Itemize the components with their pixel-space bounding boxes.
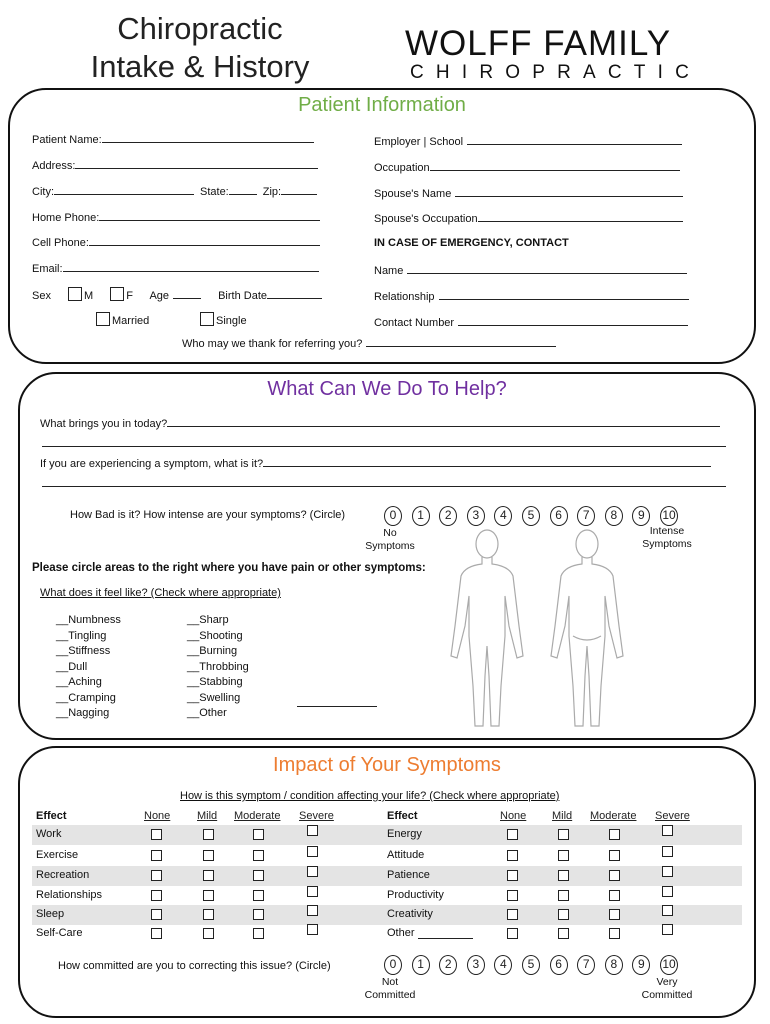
severe-header-right: Severe: [655, 810, 690, 822]
severe-header-left: Severe: [299, 810, 334, 822]
cell-phone-field[interactable]: [32, 235, 320, 249]
sleep-moderate-checkbox[interactable]: [253, 909, 264, 920]
work-mild-checkbox[interactable]: [203, 829, 214, 840]
no-symptoms-label-2: Symptoms: [365, 540, 415, 552]
commitment-option-3[interactable]: 3: [467, 955, 485, 975]
recreation-severe-checkbox[interactable]: [307, 866, 318, 877]
impact-row-label-sleep: Sleep: [36, 908, 65, 920]
mild-header-left: Mild: [197, 810, 218, 822]
feel-option-dull[interactable]: __Dull: [56, 660, 88, 673]
single-option[interactable]: [200, 312, 247, 327]
body-diagram[interactable]: [445, 526, 635, 734]
impact-row-label-relationships: Relationships: [36, 889, 103, 901]
energy-severe-checkbox[interactable]: [662, 825, 673, 836]
email-field[interactable]: [32, 261, 319, 275]
other-severe-checkbox[interactable]: [662, 924, 673, 935]
productivity-mild-checkbox[interactable]: [558, 890, 569, 901]
feel-option-other[interactable]: __Other: [187, 707, 227, 719]
married-checkbox[interactable]: [96, 312, 110, 326]
intensity-option-9[interactable]: 9: [632, 506, 650, 526]
impact-row-label-energy: Energy: [387, 828, 422, 840]
birth-date-input[interactable]: [267, 288, 322, 299]
spouse-occupation-label: Spouse's Occupation: [374, 213, 478, 225]
creativity-none-checkbox[interactable]: [507, 909, 518, 920]
intensity-option-6[interactable]: 6: [550, 506, 568, 526]
committed-label: How committed are you to correcting this issue? (Circle): [58, 960, 331, 972]
address-field[interactable]: [32, 158, 318, 172]
other-mild-checkbox[interactable]: [558, 928, 569, 939]
symptom-field[interactable]: [40, 456, 711, 470]
form-title-line1: Chiropractic: [117, 11, 283, 46]
emergency-name-field[interactable]: [374, 263, 687, 277]
relationships-none-checkbox[interactable]: [151, 890, 162, 901]
symptom-label: If you are experiencing a symptom, what is it?: [40, 458, 264, 470]
city-field[interactable]: [32, 184, 317, 198]
impact-row-label-productivity: Productivity: [387, 889, 444, 901]
intensity-option-8[interactable]: 8: [605, 506, 623, 526]
patience-none-checkbox[interactable]: [507, 870, 518, 881]
relationships-moderate-checkbox[interactable]: [253, 890, 264, 901]
exercise-mild-checkbox[interactable]: [203, 850, 214, 861]
occupation-label: Occupation: [374, 162, 430, 174]
productivity-severe-checkbox[interactable]: [662, 886, 673, 897]
how-bad-label: How Bad is it? How intense are your symptoms? (Circle): [70, 509, 346, 521]
very-committed-label-1: Very: [656, 976, 678, 988]
intensity-option-1[interactable]: 1: [412, 506, 430, 526]
feel-option-cramping[interactable]: __Cramping: [56, 691, 116, 704]
feel-option-stabbing[interactable]: __Stabbing: [187, 676, 243, 688]
state-label: State:: [200, 186, 229, 198]
home-phone-label: Home Phone:: [32, 212, 100, 224]
logo-main: WOLFF FAMILY: [405, 24, 672, 63]
intensity-option-10[interactable]: 10: [660, 506, 678, 526]
intensity-option-0[interactable]: 0: [384, 506, 402, 526]
relationship-field[interactable]: [374, 289, 689, 303]
attitude-moderate-checkbox[interactable]: [609, 850, 620, 861]
other-feel-line[interactable]: [297, 706, 377, 707]
attitude-mild-checkbox[interactable]: [558, 850, 569, 861]
body-front-icon: [451, 530, 523, 726]
commitment-option-6[interactable]: 6: [550, 955, 568, 975]
other-effect-line[interactable]: [418, 938, 473, 939]
impact-row-label-attitude: Attitude: [387, 849, 425, 861]
intensity-option-2[interactable]: 2: [439, 506, 457, 526]
married-label: Married: [112, 315, 150, 327]
commitment-option-4[interactable]: 4: [494, 955, 512, 975]
other-moderate-checkbox[interactable]: [609, 928, 620, 939]
employer-field[interactable]: [374, 134, 682, 148]
not-committed-label: [355, 976, 425, 1002]
intensity-option-5[interactable]: 5: [522, 506, 540, 526]
effect-header-right: Effect: [387, 810, 418, 822]
feel-option-aching[interactable]: __Aching: [56, 676, 102, 688]
feel-option-numbness[interactable]: __Numbness: [56, 614, 121, 626]
referral-field[interactable]: [182, 336, 556, 350]
intensity-option-3[interactable]: 3: [467, 506, 485, 526]
circle-areas-instruction: Please circle areas to the right where you have pain or other symptoms:: [32, 562, 426, 574]
feel-option-swelling[interactable]: __Swelling: [187, 691, 241, 704]
impact-row-label-exercise: Exercise: [36, 849, 79, 861]
exercise-severe-checkbox[interactable]: [307, 846, 318, 857]
none-header-right: None: [500, 810, 527, 822]
sex-m-label: M: [84, 290, 94, 302]
recreation-moderate-checkbox[interactable]: [253, 870, 264, 881]
referral-label: Who may we thank for referring you?: [182, 338, 363, 350]
energy-mild-checkbox[interactable]: [558, 829, 569, 840]
commitment-option-1[interactable]: 1: [412, 955, 430, 975]
brings-you-in-label: What brings you in today?: [40, 418, 168, 430]
work-severe-checkbox[interactable]: [307, 825, 318, 836]
impact-question: How is this symptom / condition affecting your life? (Check where appropriate): [180, 790, 560, 802]
form-title-line2: Intake & History: [90, 49, 310, 84]
contact-number-field[interactable]: [374, 315, 688, 329]
impact-row-label-creativity: Creativity: [387, 908, 433, 920]
intensity-option-4[interactable]: 4: [494, 506, 512, 526]
help-title: What Can We Do To Help?: [267, 378, 507, 400]
form-title: [58, 10, 342, 86]
employer-label: Employer | School: [374, 136, 464, 148]
commitment-option-10[interactable]: 10: [660, 955, 678, 975]
impact-row-label-work: Work: [36, 828, 62, 840]
patience-severe-checkbox[interactable]: [662, 866, 673, 877]
relationship-label: Relationship: [374, 291, 435, 303]
impact-row-label-other: Other: [387, 927, 415, 939]
commitment-option-0[interactable]: 0: [384, 955, 402, 975]
contact-number-label: Contact Number: [374, 317, 455, 329]
logo-sub: CHIROPRACTIC: [410, 62, 702, 83]
patient-name-field[interactable]: [32, 132, 314, 146]
sex-f-checkbox[interactable]: [110, 287, 124, 301]
mild-header-right: Mild: [552, 810, 573, 822]
age-input[interactable]: [173, 288, 201, 299]
moderate-header-left: Moderate: [234, 810, 281, 822]
commitment-option-8[interactable]: 8: [605, 955, 623, 975]
feel-like-heading: What does it feel like? (Check where appropriate): [40, 587, 281, 599]
zip-label: Zip:: [262, 186, 282, 198]
email-label: Email:: [32, 263, 63, 275]
patience-moderate-checkbox[interactable]: [609, 870, 620, 881]
cell-phone-label: Cell Phone:: [32, 237, 89, 249]
attitude-none-checkbox[interactable]: [507, 850, 518, 861]
brings-you-in-line[interactable]: [42, 446, 726, 447]
feel-option-stiffness[interactable]: __Stiffness: [56, 645, 111, 657]
spouse-name-label: Spouse's Name: [374, 188, 452, 200]
feel-option-nagging[interactable]: __Nagging: [56, 707, 110, 719]
self-care-moderate-checkbox[interactable]: [253, 928, 264, 939]
symptom-line[interactable]: [42, 486, 726, 487]
very-committed-label: [630, 976, 704, 1002]
emergency-heading: IN CASE OF EMERGENCY, CONTACT: [374, 237, 569, 249]
home-phone-field[interactable]: [32, 210, 320, 224]
patient-info-title: Patient Information: [298, 94, 466, 116]
feel-option-throbbing[interactable]: __Throbbing: [187, 660, 249, 673]
relationships-mild-checkbox[interactable]: [203, 890, 214, 901]
impact-title: Impact of Your Symptoms: [273, 754, 501, 776]
recreation-none-checkbox[interactable]: [151, 870, 162, 881]
patient-information-section: [8, 88, 756, 364]
not-committed-label-2: Committed: [364, 989, 416, 1001]
feel-option-shooting[interactable]: __Shooting: [187, 629, 243, 642]
birth-date-label: Birth Date: [218, 290, 268, 302]
creativity-moderate-checkbox[interactable]: [609, 909, 620, 920]
energy-moderate-checkbox[interactable]: [609, 829, 620, 840]
no-symptoms-label: [355, 527, 425, 553]
single-checkbox[interactable]: [200, 312, 214, 326]
intense-symptoms-label-2: Symptoms: [642, 538, 692, 550]
work-moderate-checkbox[interactable]: [253, 829, 264, 840]
sleep-none-checkbox[interactable]: [151, 909, 162, 920]
no-symptoms-label-1: No: [383, 527, 397, 539]
commitment-option-9[interactable]: 9: [632, 955, 650, 975]
productivity-none-checkbox[interactable]: [507, 890, 518, 901]
effect-header-left: Effect: [36, 810, 67, 822]
address-label: Address:: [32, 160, 76, 172]
self-care-severe-checkbox[interactable]: [307, 924, 318, 935]
feel-option-tingling[interactable]: __Tingling: [56, 629, 107, 642]
impact-row-label-self-care: Self-Care: [36, 927, 83, 939]
other-none-checkbox[interactable]: [507, 928, 518, 939]
impact-row-label-patience: Patience: [387, 869, 430, 881]
exercise-none-checkbox[interactable]: [151, 850, 162, 861]
spouse-name-field[interactable]: [374, 186, 683, 200]
impact-row-label-recreation: Recreation: [36, 869, 90, 881]
none-header-left: None: [144, 810, 171, 822]
spouse-occupation-field[interactable]: [374, 211, 683, 225]
intensity-option-7[interactable]: 7: [577, 506, 595, 526]
married-option[interactable]: [96, 312, 149, 327]
moderate-header-right: Moderate: [590, 810, 637, 822]
sex-age-row: [32, 287, 322, 302]
creativity-severe-checkbox[interactable]: [662, 905, 673, 916]
productivity-moderate-checkbox[interactable]: [609, 890, 620, 901]
commitment-option-2[interactable]: 2: [439, 955, 457, 975]
body-back-icon: [551, 530, 623, 726]
energy-none-checkbox[interactable]: [507, 829, 518, 840]
age-label: Age: [149, 290, 170, 302]
sleep-severe-checkbox[interactable]: [307, 905, 318, 916]
city-label: City:: [32, 186, 54, 198]
intense-symptoms-label-1: Intense: [649, 525, 685, 537]
creativity-mild-checkbox[interactable]: [558, 909, 569, 920]
exercise-moderate-checkbox[interactable]: [253, 850, 264, 861]
help-section: [18, 372, 756, 740]
self-care-none-checkbox[interactable]: [151, 928, 162, 939]
feel-option-burning[interactable]: __Burning: [187, 645, 238, 657]
intense-symptoms-label: [630, 525, 704, 551]
sex-label: Sex: [32, 290, 51, 302]
not-committed-label-1: Not: [381, 976, 399, 988]
single-label: Single: [216, 315, 247, 327]
patience-mild-checkbox[interactable]: [558, 870, 569, 881]
sex-m-checkbox[interactable]: [68, 287, 82, 301]
brings-you-in-field[interactable]: [40, 416, 720, 430]
patient-name-label: Patient Name:: [32, 134, 102, 146]
recreation-mild-checkbox[interactable]: [203, 870, 214, 881]
occupation-field[interactable]: [374, 160, 680, 174]
very-committed-label-2: Committed: [641, 989, 693, 1001]
attitude-severe-checkbox[interactable]: [662, 846, 673, 857]
emergency-name-label: Name: [374, 265, 404, 277]
self-care-mild-checkbox[interactable]: [203, 928, 214, 939]
commitment-option-5[interactable]: 5: [522, 955, 540, 975]
impact-section: [18, 746, 756, 1018]
commitment-option-7[interactable]: 7: [577, 955, 595, 975]
relationships-severe-checkbox[interactable]: [307, 886, 318, 897]
sex-f-label: F: [126, 290, 133, 302]
work-none-checkbox[interactable]: [151, 829, 162, 840]
sleep-mild-checkbox[interactable]: [203, 909, 214, 920]
feel-option-sharp[interactable]: __Sharp: [187, 614, 229, 626]
